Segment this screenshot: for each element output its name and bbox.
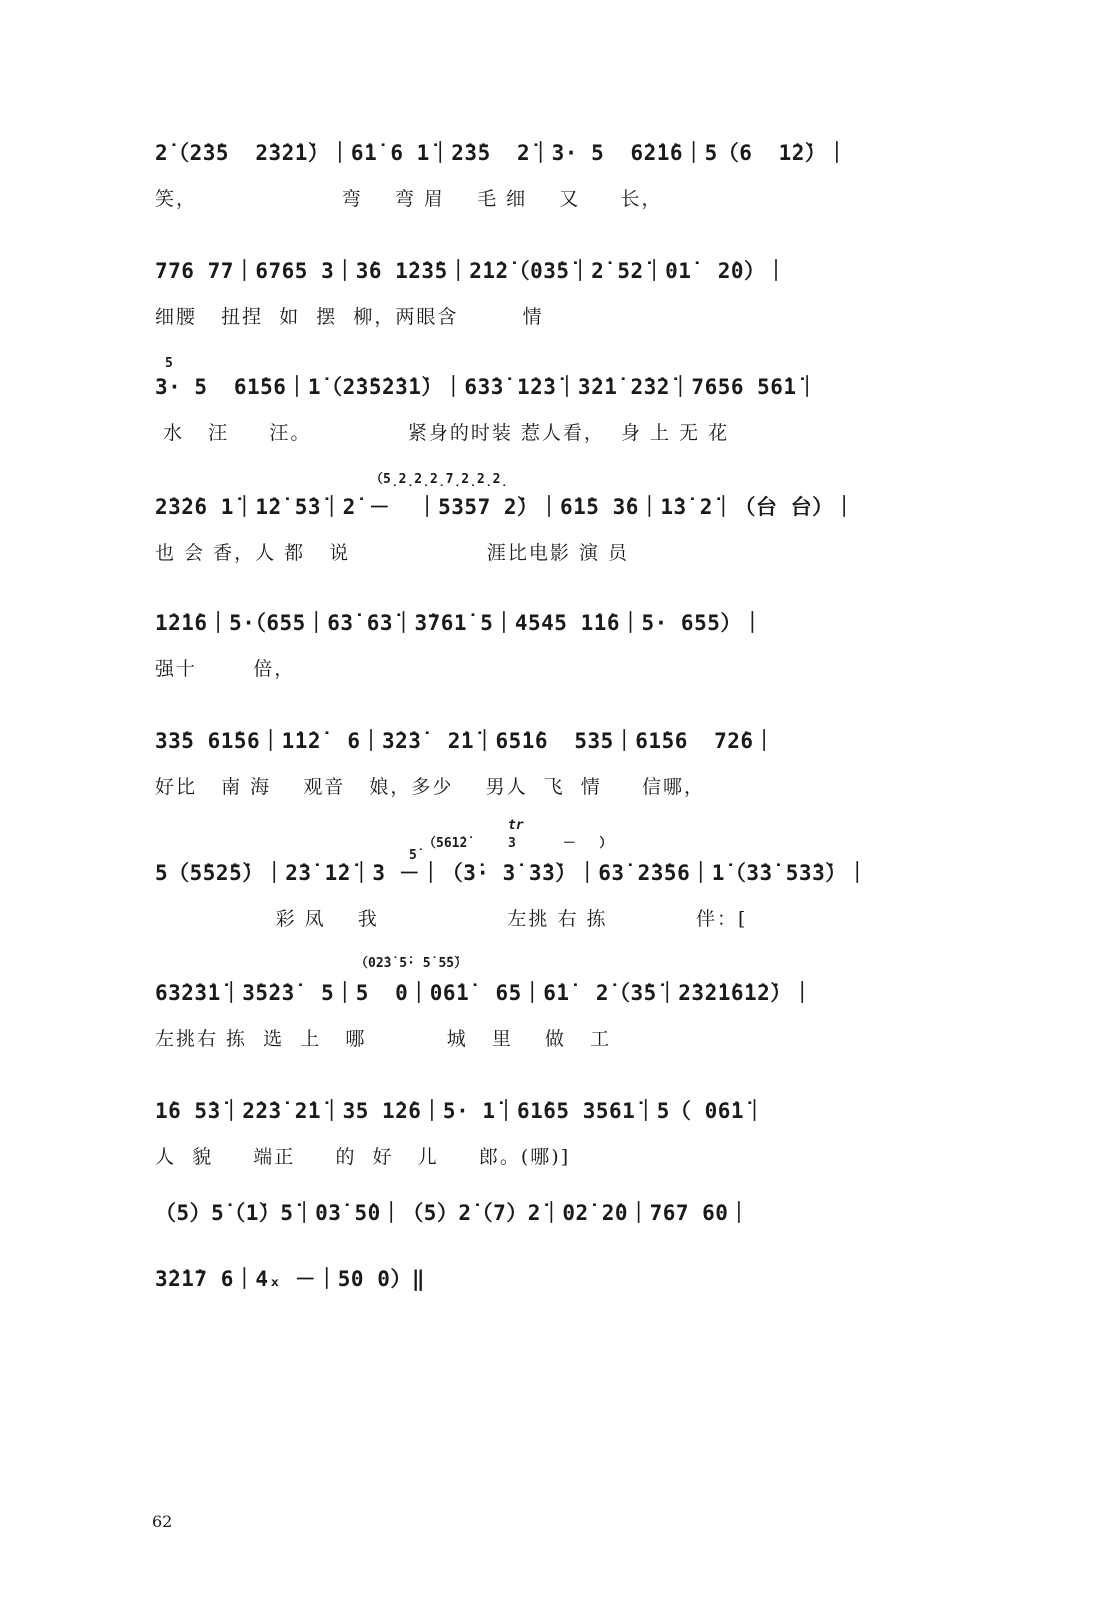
lyrics: 笑， 弯 弯 眉 毛 细 又 长，	[155, 188, 663, 210]
score-system-1	[155, 138, 965, 211]
jianpu-notes: 776 77｜6765 3｜3̇6 1̇2̇3̇5｜2̇1̇2̇（03̇5̇｜2̇ 52̇｜01̇ 2̇0）｜	[155, 259, 788, 283]
trill-annotation: tr	[508, 818, 524, 833]
lyrics: 左挑右 拣 选 上 哪 城 里 做 工	[155, 1028, 612, 1050]
jianpu-notes: 5（5̇52̇5̇）｜2̇3̇ 1̇2̇｜3 －｜（3̇· 3̇ 3̇3̇）｜63̇ 2̇3̇56｜1̇（3̇3̇ 53̇3̇）｜	[155, 861, 869, 885]
score-system-8	[155, 956, 965, 1051]
score-system-10	[155, 1198, 965, 1230]
lyrics: 细腰 扭捏 如 摆 柳，两眼含 情	[155, 306, 544, 328]
lyrics: 水 汪 汪。 紧身的时装 惹人看， 身 上 无 花	[155, 422, 730, 444]
ornament-annotation: （02̇3̇ 5̇· 5̇ 5̇5̇）	[355, 956, 468, 971]
score-system-9	[155, 1096, 965, 1169]
score-system-2	[155, 256, 965, 329]
page-number: 62	[152, 1512, 173, 1531]
lyrics: 彩 凤 我 左挑 右 拣 伴：[	[155, 908, 748, 930]
jianpu-notes: 63̇2̇3̇1̇｜3̇5̇2̇3̇ 5｜5 0｜06̇1̇ 65｜6̇1̇ 2̇（3̇5̇｜2̇3̇2̇1̇6̇1̇2̇）｜	[155, 981, 814, 1005]
jianpu-notes: （5）5̇（1̇）5̇｜03̇ 5̇0｜（5）2̇（7）2̇｜02̇ 2̇0｜767 60｜	[155, 1201, 750, 1225]
lyrics: 也 会 香，人 都 说 涯比电影 演 员	[155, 542, 629, 564]
jianpu-notes: 2̇（2̇3̇5 2̇3̇2̇1̇）｜6̇1̇ 6 1̇｜2̇3̇5 2̇｜3· 5 6̇2̇1̇6｜5（6 1̇2̇）｜	[155, 141, 848, 165]
jianpu-notes: 3· 5 61̇56｜1̇（2̇3̇5̇2̇3̇1̇）｜63̇3̇ 1̇2̇3̇｜3̇2̇1̇ 2̇3̇2̇｜7656 56̇1̇｜	[155, 375, 819, 399]
score-system-4	[155, 472, 965, 565]
lyrics: 强十 倍，	[155, 658, 296, 680]
lyrics: 人 貌 端正 的 好 儿 郎。(哪)]	[155, 1146, 571, 1168]
jianpu-notes: 1̇2̇1̇6｜5·（655｜63̇ 63̇｜3̇761̇ 5｜4545 1̇1̇6｜5· 655）｜	[155, 611, 764, 635]
jianpu-notes: 33̇5 61̇56｜1̇1̇2̇ 6｜3̇2̇3̇ 2̇1̇｜65̇1̇6 535｜61̇56 72̇6｜	[155, 729, 776, 753]
score-system-5	[155, 608, 965, 681]
ornament-annotation: （561̇2̇	[423, 836, 468, 851]
grace-note-annotation: 5	[165, 356, 173, 371]
jianpu-notes: 2̇3̇2̇6 1̇｜1̇2̇ 5̇3̇｜2̇ － ｜5357 2̇）｜6̇1̇5 3̇6｜1̇3̇ 2̇｜（台 台）｜	[155, 495, 856, 519]
jianpu-notes: 1̇6 5̇3̇｜2̇2̇3̇ 2̇1̇｜35 1̇2̇6｜5· 1̇｜61̇65 3561̇｜5（ 06̇1̇｜	[155, 1099, 766, 1123]
ornament-annotation: 3 － ）	[508, 836, 613, 851]
ornament-annotation: （5̣2̣2̣2̣7̣2̣2̣2̣	[370, 472, 509, 487]
lyrics: 好比 南 海 观音 娘，多少 男人 飞 情 信哪，	[155, 776, 705, 798]
score-system-6	[155, 726, 965, 799]
score-system-11	[155, 1264, 965, 1296]
score-system-7	[155, 818, 965, 931]
grace-note-annotation: 5̇	[409, 848, 417, 863]
score-system-3	[155, 356, 965, 445]
jianpu-notes: 3̇2̇1̇7 6｜4ₓ －｜50 0）‖	[155, 1267, 426, 1291]
